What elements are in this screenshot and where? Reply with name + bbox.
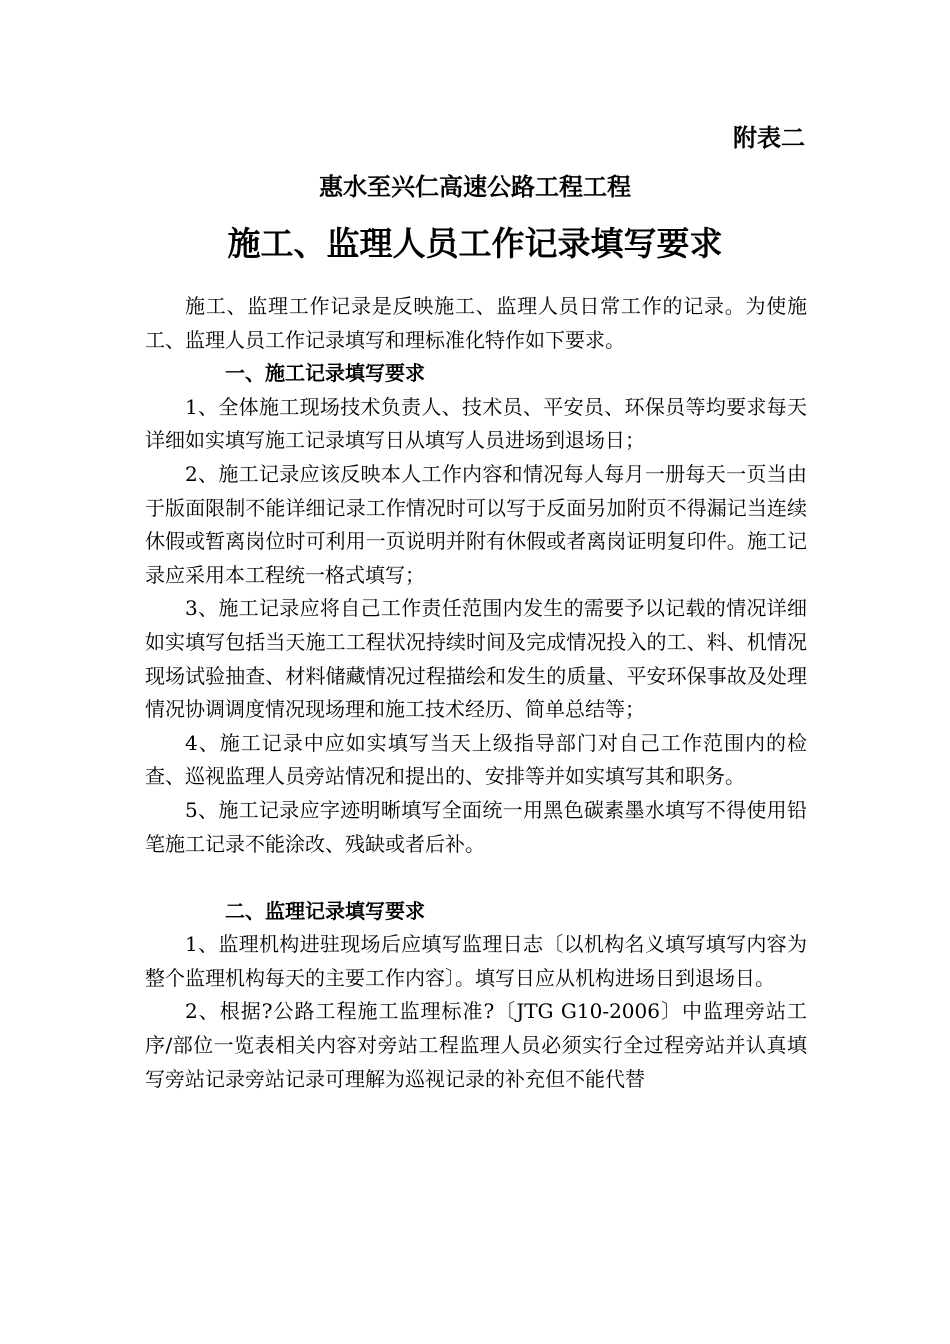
intro-paragraph: 施工、监理工作记录是反映施工、监理人员日常工作的记录。为使施工、监理人员工作记录填写和理标准化特作如下要求。 xyxy=(145,294,807,352)
document-body xyxy=(145,290,807,1096)
construction-item-4: 4、施工记录中应如实填写当天上级指导部门对自己工作范围内的检查、巡视监理人员旁站情况和提出的、安排等并如实填写其和职务。 xyxy=(145,730,807,789)
construction-item-1: 1、全体施工现场技术负责人、技术员、平安员、环保员等均要求每天详细如实填写施工记录填写日从填写人员进场到退场日； xyxy=(145,394,807,453)
appendix-label: 附表二 xyxy=(733,124,805,152)
supervision-item-1: 1、监理机构进驻现场后应填写监理日志〔以机构名义填写填写内容为整个监理机构每天的主要工作内容〕。填写日应从机构进场日到退场日。 xyxy=(145,932,807,990)
project-name: 惠水至兴仁高速公路工程工程 xyxy=(319,173,631,201)
construction-item-5: 5、施工记录应字迹明晰填写全面统一用黑色碳素墨水填写不得使用铅笔施工记录不能涂改、残缺或者后补。 xyxy=(145,797,807,856)
section-heading-supervision: 二、监理记录填写要求 xyxy=(225,898,425,923)
section-spacer xyxy=(145,861,807,895)
supervision-item-2: 2、根据?公路工程施工监理标准?〔JTG G10-2006〕中监理旁站工序/部位一览表相关内容对旁站工程监理人员必须实行全过程旁站并认真填写旁站记录旁站记录可理解为巡视记录的补充但不能代替 xyxy=(145,999,807,1091)
document-title: 施工、监理人员工作记录填写要求 xyxy=(227,224,723,263)
section-heading-construction: 一、施工记录填写要求 xyxy=(225,361,425,386)
construction-item-3: 3、施工记录应将自己工作责任范围内发生的需要予以记载的情况详细如实填写包括当天施工工程状况持续时间及完成情况投入的工、料、机情况现场试验抽查、材料储藏情况过程描绘和发生的质量、平安环保事故及处理情况协调调度情况现场理和施工技术经历、简单总结等； xyxy=(145,596,807,722)
construction-item-2: 2、施工记录应该反映本人工作内容和情况每人每月一册每天一页当由于版面限制不能详细记录工作情况时可以写于反面另加附页不得漏记当连续休假或暂离岗位时可利用一页说明并附有休假或者离岗证明复印件。施工记录应采用本工程统一格式填写； xyxy=(145,461,807,587)
